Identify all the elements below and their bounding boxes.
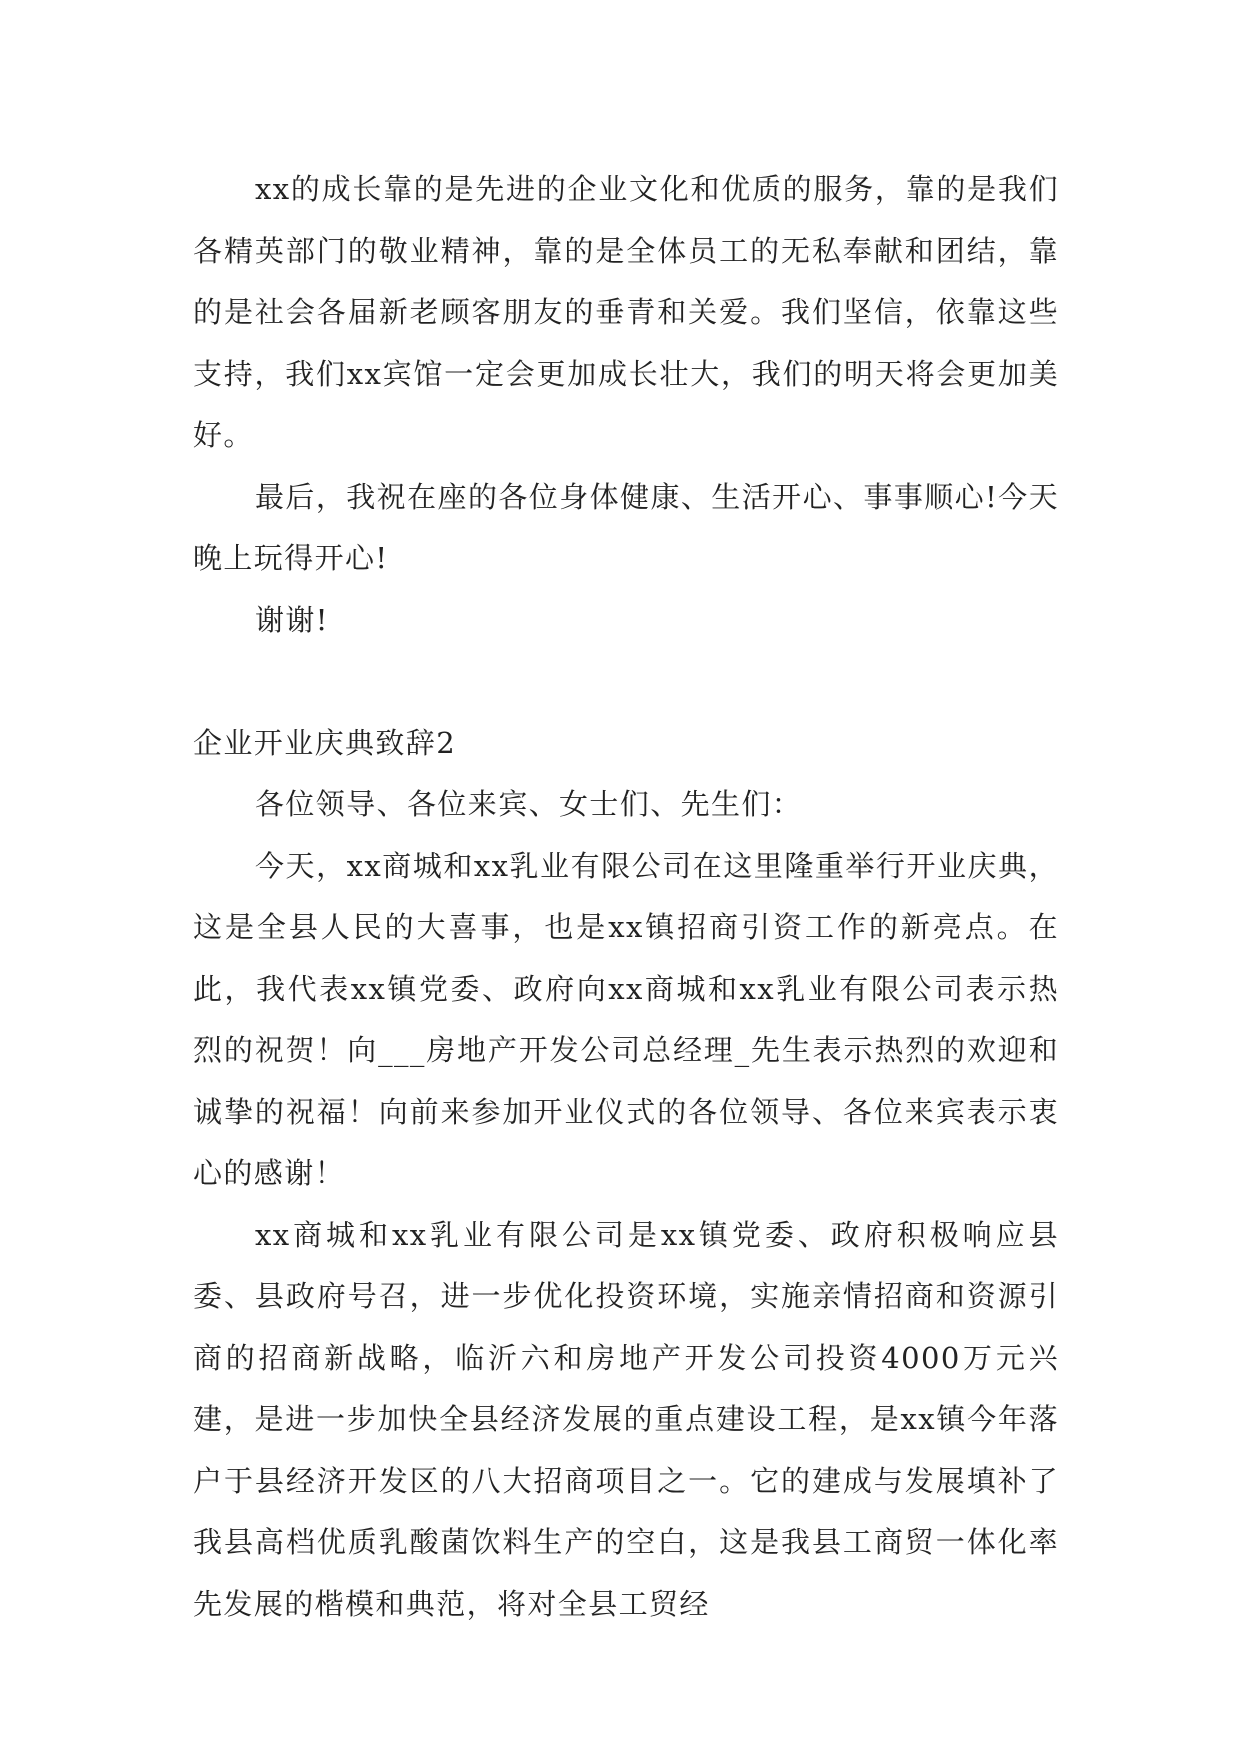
paragraph-investment: xx商城和xx乳业有限公司是xx镇党委、政府积极响应县委、县政府号召，进一步优化投资环境，实施亲情招商和资源引商的招商新战略，临沂六和房地产开发公司投资4000万元兴建，是进一步加快全县经济发展的重点建设工程，是xx镇今年落户于县经济开发区的八大招商项目之一。它的建成与发展填补了我县高档优质乳酸菌饮料生产的空白，这是我县工商贸一体化率先发展的楷模和典范，将对全县工贸经	[193, 1217, 1059, 1621]
paragraph-growth: xx的成长靠的是先进的企业文化和优质的服务，靠的是我们各精英部门的敬业精神，靠的是全体员工的无私奉献和团结，靠的是社会各届新老顾客朋友的垂青和关爱。我们坚信，依靠这些支持，我们xx宾馆一定会更加成长壮大，我们的明天将会更加美好。	[193, 172, 1059, 452]
paragraph-wishes: 最后，我祝在座的各位身体健康、生活开心、事事顺心!今天晚上玩得开心!	[193, 479, 1059, 575]
paragraph-opening: 今天，xx商城和xx乳业有限公司在这里隆重举行开业庆典，这是全县人民的大喜事，也是xx镇招商引资工作的新亮点。在此，我代表xx镇党委、政府向xx商城和xx乳业有限公司表示热烈的祝贺！向___房地产开发公司总经理_先生表示热烈的欢迎和诚挚的祝福！向前来参加开业仪式的各位领导、各位来宾表示衷心的感谢！	[193, 848, 1059, 1190]
paragraph-salutation: 各位领导、各位来宾、女士们、先生们：	[255, 787, 803, 821]
section-title: 企业开业庆典致辞2	[193, 725, 457, 760]
section-spacer	[193, 651, 1059, 713]
paragraph-thanks: 谢谢!	[255, 602, 329, 637]
document-body	[193, 159, 1059, 1635]
